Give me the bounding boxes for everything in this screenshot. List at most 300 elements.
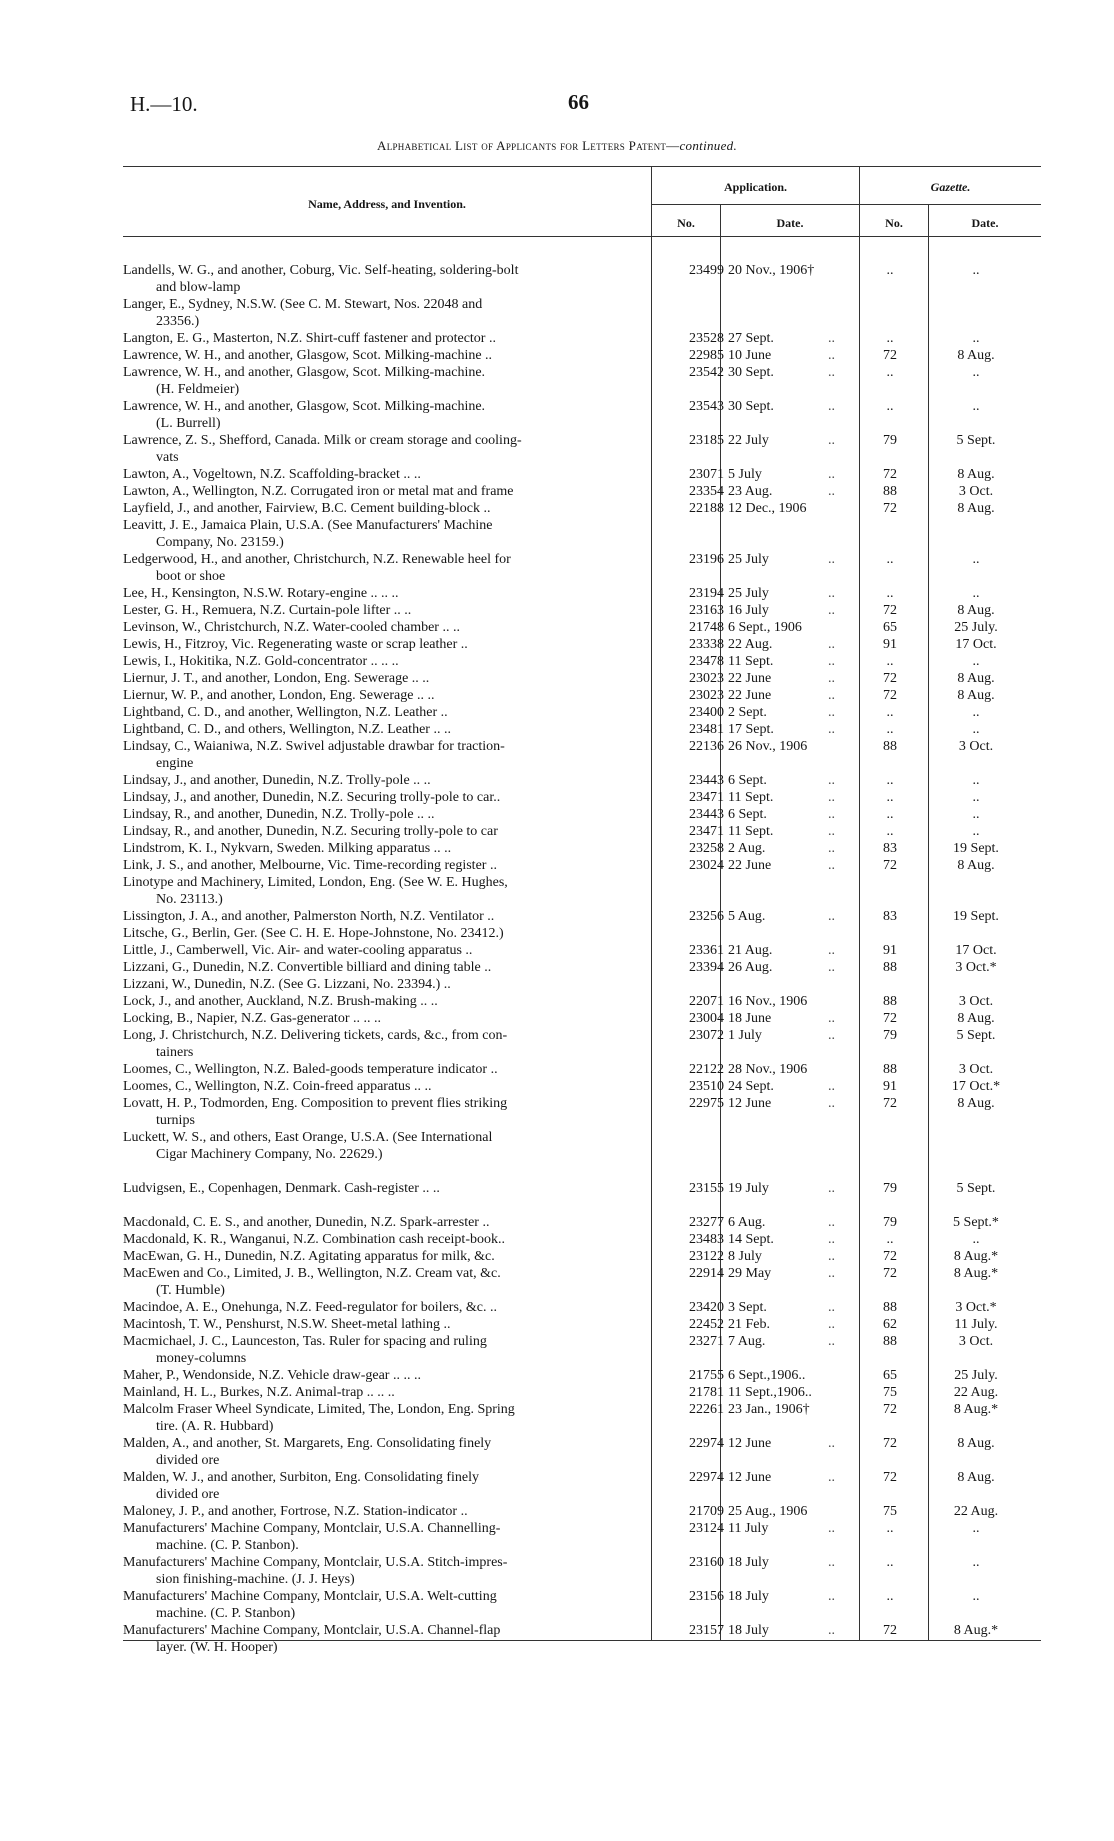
gazette-date: 17 Oct. [955, 637, 997, 652]
app-number: 21781 [689, 1385, 724, 1400]
gazette-number: 75 [883, 1504, 897, 1519]
gazette-date: 5 Sept. [956, 433, 996, 448]
app-date: 12 June [728, 1470, 772, 1485]
app-date: 19 July [728, 1181, 769, 1196]
app-date: 22 July [728, 433, 769, 448]
gazette-number: 88 [883, 739, 897, 754]
app-number: 23256 [689, 909, 724, 924]
row-name-line: and blow-lamp [156, 280, 241, 295]
gazette-number: 72 [883, 1436, 897, 1451]
row-name [123, 687, 633, 704]
gazette-date: 19 Sept. [953, 841, 999, 856]
row-name [123, 466, 633, 483]
row-name-line: Manufacturers' Machine Company, Montclair, U.S.A. Stitch-impres- [123, 1555, 508, 1570]
app-leader: .. [828, 1589, 835, 1604]
gazette-number: 72 [883, 671, 897, 686]
app-number: 23157 [689, 1623, 724, 1638]
row-name-line: money-columns [156, 1351, 247, 1366]
app-date: 6 Sept., 1906 [728, 620, 802, 635]
row-name-line: (T. Humble) [156, 1283, 225, 1298]
row-name [123, 1316, 633, 1333]
app-number: 22974 [689, 1436, 724, 1451]
app-number: 23155 [689, 1181, 724, 1196]
app-date: 18 June [728, 1011, 772, 1026]
row-name-line: Langton, E. G., Masterton, N.Z. Shirt-cuff fastener and protector .. [123, 331, 496, 346]
app-date: 22 Aug. [728, 637, 773, 652]
gazette-number: 72 [883, 1266, 897, 1281]
gazette-date: 5 Sept. [956, 1028, 996, 1043]
table-caption [0, 138, 1114, 154]
gazette-date: 8 Aug. [957, 501, 995, 516]
row-name [123, 636, 633, 653]
row-name-line: Macdonald, C. E. S., and another, Dunedin, N.Z. Spark-arrester .. [123, 1215, 490, 1230]
row-name [123, 585, 633, 602]
row-name-line: Lissington, J. A., and another, Palmerston North, N.Z. Ventilator .. [123, 909, 495, 924]
row-name-line: Landells, W. G., and another, Coburg, Vic. Self-heating, soldering-bolt [123, 263, 519, 278]
header-app-no: No. [677, 216, 695, 230]
gazette-number: 72 [883, 1623, 897, 1638]
row-name-line: Long, J. Christchurch, N.Z. Delivering tickets, cards, &c., from con- [123, 1028, 508, 1043]
row-name-line: machine. (C. P. Stanbon) [156, 1606, 296, 1621]
app-leader: .. [828, 960, 835, 975]
header-gaz-date: Date. [971, 216, 999, 230]
gazette-number: 65 [883, 620, 897, 635]
app-date: 16 Nov., 1906 [728, 994, 808, 1009]
row-name [123, 1010, 633, 1027]
row-name [123, 517, 633, 551]
row-name-line: Manufacturers' Machine Company, Montclair, U.S.A. Channelling- [123, 1521, 501, 1536]
app-date: 11 Sept. [728, 654, 774, 669]
row-name-line: Liernur, W. P., and another, London, Eng. Sewerage .. .. [123, 688, 435, 703]
gazette-date: .. [972, 773, 980, 788]
row-name [123, 1435, 633, 1469]
gazette-number: .. [886, 1521, 894, 1536]
app-date: 11 Sept. [728, 790, 774, 805]
row-name [123, 1333, 633, 1367]
gazette-date: 8 Aug.* [953, 1623, 999, 1638]
gazette-date: 8 Aug.* [953, 1266, 999, 1281]
row-name [123, 1061, 633, 1078]
app-leader: .. [828, 1334, 835, 1349]
header-gazette-label: Gazette. [930, 180, 971, 194]
row-name-line: (L. Burrell) [156, 416, 221, 431]
row-name-line: Langer, E., Sydney, N.S.W. (See C. M. Stewart, Nos. 22048 and [123, 297, 483, 312]
app-number: 23420 [689, 1300, 724, 1315]
caption-cont: continued. [679, 138, 737, 153]
row-name-line: MacEwan, G. H., Dunedin, N.Z. Agitating apparatus for milk, &c. [123, 1249, 495, 1264]
app-date: 8 July [728, 1249, 762, 1264]
row-name-line: Macmichael, J. C., Launceston, Tas. Ruler for spacing and ruling [123, 1334, 487, 1349]
row-name-line: Ledgerwood, H., and another, Christchurch, N.Z. Renewable heel for [123, 552, 511, 567]
row-name-line: Linotype and Machinery, Limited, London, Eng. (See W. E. Hughes, [123, 875, 508, 890]
app-date: 22 June [728, 858, 772, 873]
app-date: 11 Sept. [728, 824, 774, 839]
gazette-date: .. [972, 1232, 980, 1247]
app-number: 23122 [689, 1249, 724, 1264]
app-number: 22975 [689, 1096, 724, 1111]
app-date: 17 Sept. [728, 722, 774, 737]
row-name-line: Locking, B., Napier, N.Z. Gas-generator .. .. .. [123, 1011, 381, 1026]
row-name-line: layer. (W. H. Hooper) [156, 1640, 278, 1655]
app-number: 23024 [689, 858, 724, 873]
header-application: Application. [723, 180, 787, 194]
app-leader: .. [828, 399, 835, 414]
row-name [123, 1469, 633, 1503]
row-name-line: (H. Feldmeier) [156, 382, 240, 397]
gazette-date: .. [972, 705, 980, 720]
gazette-date: 22 Aug. [953, 1504, 999, 1519]
gazette-date: 8 Aug. [957, 1436, 995, 1451]
row-name [123, 1367, 633, 1384]
app-leader: .. [828, 1436, 835, 1451]
app-number: 23004 [689, 1011, 724, 1026]
app-leader: .. [828, 1011, 835, 1026]
table-top-rule [123, 166, 1041, 167]
app-date: 22 June [728, 671, 772, 686]
row-name-line: Lewis, I., Hokitika, N.Z. Gold-concentrator .. .. .. [123, 654, 399, 669]
app-leader: .. [828, 824, 835, 839]
app-number: 22914 [689, 1266, 724, 1281]
gazette-date: 8 Aug. [957, 1470, 995, 1485]
row-name [123, 330, 633, 347]
app-leader: .. [828, 705, 835, 720]
app-leader: .. [828, 790, 835, 805]
gazette-date: 8 Aug. [957, 688, 995, 703]
row-name [123, 857, 633, 874]
app-date: 14 Sept. [728, 1232, 774, 1247]
caption-main: Alphabetical List of Applicants for Letters Patent— [377, 138, 680, 153]
gazette-date: 8 Aug. [957, 603, 995, 618]
gazette-number: 72 [883, 1249, 897, 1264]
gazette-number: .. [886, 586, 894, 601]
row-name-line: tainers [156, 1045, 194, 1060]
row-name-line: Loomes, C., Wellington, N.Z. Baled-goods temperature indicator .. [123, 1062, 498, 1077]
row-name-line: Lightband, C. D., and another, Wellington, N.Z. Leather .. [123, 705, 448, 720]
gazette-number: 72 [883, 858, 897, 873]
app-leader: .. [828, 1317, 835, 1332]
app-leader: .. [828, 1521, 835, 1536]
app-leader: .. [828, 365, 835, 380]
app-date: 18 July [728, 1555, 769, 1570]
row-name-line: Macintosh, T. W., Penshurst, N.S.W. Sheet-metal lathing .. [123, 1317, 451, 1332]
row-name-line: Link, J. S., and another, Melbourne, Vic. Time-recording register .. [123, 858, 497, 873]
gazette-number: .. [886, 722, 894, 737]
row-name [123, 398, 633, 432]
app-number: 23072 [689, 1028, 724, 1043]
row-name [123, 551, 633, 585]
gazette-number: 91 [883, 943, 897, 958]
gazette-date: .. [972, 365, 980, 380]
gazette-date: 5 Sept. [956, 1181, 996, 1196]
gazette-number: 79 [883, 1028, 897, 1043]
gazette-date: .. [972, 263, 980, 278]
gazette-number: 72 [883, 348, 897, 363]
app-leader: .. [828, 1266, 835, 1281]
row-name [123, 1622, 633, 1656]
app-date: 12 Dec., 1906 [728, 501, 807, 516]
app-number: 23478 [689, 654, 724, 669]
app-number: 23510 [689, 1079, 724, 1094]
row-name-line: machine. (C. P. Stanbon). [156, 1538, 299, 1553]
gazette-date: .. [972, 807, 980, 822]
gazette-number: 79 [883, 1181, 897, 1196]
row-name [123, 483, 633, 500]
app-leader: .. [828, 586, 835, 601]
app-date: 12 June [728, 1436, 772, 1451]
app-leader: .. [828, 943, 835, 958]
app-leader: .. [828, 603, 835, 618]
app-date: 26 Aug. [728, 960, 773, 975]
row-name [123, 1265, 633, 1299]
row-name [123, 670, 633, 687]
row-name [123, 789, 633, 806]
row-name-line: Lindsay, R., and another, Dunedin, N.Z. Trolly-pole .. .. [123, 807, 435, 822]
gazette-date: 3 Oct.* [955, 960, 997, 975]
gazette-date: .. [972, 586, 980, 601]
row-name-line: 23356.) [156, 314, 200, 329]
row-name-line: Maher, P., Wendonside, N.Z. Vehicle draw-gear .. .. .. [123, 1368, 421, 1383]
gazette-date: 25 July. [954, 1368, 998, 1383]
gazette-number: .. [886, 705, 894, 720]
app-number: 22188 [689, 501, 724, 516]
app-date: 23 Aug. [728, 484, 773, 499]
row-name-line: Lee, H., Kensington, N.S.W. Rotary-engine .. .. .. [123, 586, 399, 601]
row-name-line: Company, No. 23159.) [156, 535, 284, 550]
row-name [123, 1384, 633, 1401]
header-gaz-no: No. [885, 216, 903, 230]
row-name-line: Lindstrom, K. I., Nykvarn, Sweden. Milking apparatus .. .. [123, 841, 452, 856]
app-leader: .. [828, 1300, 835, 1315]
row-name-line: Lizzani, W., Dunedin, N.Z. (See G. Lizzani, No. 23394.) .. [123, 977, 451, 992]
header-bottom-rule [123, 236, 1041, 237]
app-number: 23499 [689, 263, 724, 278]
row-name [123, 959, 633, 976]
gazette-number: 75 [883, 1385, 897, 1400]
page-number: 66 [568, 90, 589, 114]
gazette-date: .. [972, 1521, 980, 1536]
gazette-date: 5 Sept.* [953, 1215, 999, 1230]
row-name-line: Malden, A., and another, St. Margarets, Eng. Consolidating finely [123, 1436, 492, 1451]
row-name [123, 364, 633, 398]
row-name-line: Luckett, W. S., and others, East Orange, U.S.A. (See International [123, 1130, 493, 1145]
gazette-date: 3 Oct.* [955, 1300, 997, 1315]
app-leader: .. [828, 1470, 835, 1485]
app-date: 12 June [728, 1096, 772, 1111]
app-leader: .. [828, 467, 835, 482]
row-name-line: Lindsay, C., Waianiwa, N.Z. Swivel adjustable drawbar for traction- [123, 739, 505, 754]
row-name [123, 1027, 633, 1061]
gazette-date: .. [972, 1555, 980, 1570]
app-number: 22452 [689, 1317, 724, 1332]
row-name-line: Lawrence, W. H., and another, Glasgow, Scot. Milking-machine. [123, 365, 486, 380]
gazette-number: 72 [883, 688, 897, 703]
app-date: 10 June [728, 348, 772, 363]
app-number: 23258 [689, 841, 724, 856]
app-number: 23483 [689, 1232, 724, 1247]
row-name [123, 296, 633, 330]
row-name [123, 432, 633, 466]
row-name [123, 1078, 633, 1095]
row-name [123, 1299, 633, 1316]
row-name [123, 874, 633, 908]
app-date: 6 Sept. [728, 773, 767, 788]
app-leader: .. [828, 807, 835, 822]
gazette-number: 72 [883, 1011, 897, 1026]
app-leader: .. [828, 433, 835, 448]
row-name-line: turnips [156, 1113, 195, 1128]
app-number: 23471 [689, 824, 724, 839]
row-name-line: sion finishing-machine. (J. J. Heys) [156, 1572, 355, 1587]
row-name-line: Lock, J., and another, Auckland, N.Z. Brush-making .. .. [123, 994, 438, 1009]
app-number: 23277 [689, 1215, 724, 1230]
gazette-date: .. [972, 331, 980, 346]
gazette-date: 17 Oct. [955, 943, 997, 958]
app-date: 3 Sept. [728, 1300, 767, 1315]
gazette-number: 72 [883, 1096, 897, 1111]
row-name-line: engine [156, 756, 194, 771]
row-name-line: Layfield, J., and another, Fairview, B.C. Cement building-block .. [123, 501, 491, 516]
row-name-line: Lightband, C. D., and others, Wellington, N.Z. Leather .. .. [123, 722, 451, 737]
app-number: 23185 [689, 433, 724, 448]
gazette-number: 79 [883, 1215, 897, 1230]
row-name-line: Manufacturers' Machine Company, Montclair, U.S.A. Welt-cutting [123, 1589, 497, 1604]
row-name-line: Lindsay, J., and another, Dunedin, N.Z. Securing trolly-pole to car.. [123, 790, 501, 805]
row-name-line: Leavitt, J. E., Jamaica Plain, U.S.A. (See Manufacturers' Machine [123, 518, 493, 533]
row-name [123, 1503, 633, 1520]
app-leader: .. [828, 1249, 835, 1264]
gazette-number: .. [886, 1232, 894, 1247]
row-name [123, 1095, 633, 1129]
gazette-date: 8 Aug. [957, 671, 995, 686]
app-number: 23543 [689, 399, 724, 414]
row-name-line: Ludvigsen, E., Copenhagen, Denmark. Cash-register .. .. [123, 1181, 440, 1196]
row-name-line: Lester, G. H., Remuera, N.Z. Curtain-pole lifter .. .. [123, 603, 412, 618]
gazette-number: 72 [883, 501, 897, 516]
app-number: 23528 [689, 331, 724, 346]
gazette-number: .. [886, 824, 894, 839]
app-leader: .. [828, 841, 835, 856]
gazette-number: .. [886, 790, 894, 805]
row-name [123, 1129, 633, 1163]
row-name [123, 993, 633, 1010]
app-date: 21 Aug. [728, 943, 773, 958]
gazette-number: .. [886, 654, 894, 669]
app-date: 25 July [728, 552, 769, 567]
app-leader: .. [828, 909, 835, 924]
app-leader: .. [828, 331, 835, 346]
gazette-date: .. [972, 1589, 980, 1604]
row-name-line: tire. (A. R. Hubbard) [156, 1419, 274, 1434]
row-name-line: vats [156, 450, 179, 465]
header-name: Name, Address, and Invention. [308, 197, 466, 211]
app-date: 1 July [728, 1028, 762, 1043]
gazette-number: 88 [883, 484, 897, 499]
row-name [123, 262, 633, 296]
row-name-line: Lawrence, W. H., and another, Glasgow, Scot. Milking-machine .. [123, 348, 493, 363]
row-name-line: Macindoe, A. E., Onehunga, N.Z. Feed-regulator for boilers, &c. .. [123, 1300, 498, 1315]
gazette-date: .. [972, 824, 980, 839]
gazette-number: 91 [883, 1079, 897, 1094]
app-number: 23071 [689, 467, 724, 482]
app-leader: .. [828, 1555, 835, 1570]
row-name [123, 1180, 633, 1197]
app-leader: .. [828, 654, 835, 669]
app-number: 23394 [689, 960, 724, 975]
row-name-line: Lawton, A., Wellington, N.Z. Corrugated iron or metal mat and frame [123, 484, 514, 499]
row-name-line: Lindsay, J., and another, Dunedin, N.Z. Trolly-pole .. .. [123, 773, 431, 788]
app-number: 23023 [689, 671, 724, 686]
gazette-date: 22 Aug. [953, 1385, 999, 1400]
row-name-line: boot or shoe [156, 569, 226, 584]
gazette-date: 3 Oct. [958, 484, 994, 499]
app-date: 21 Feb. [728, 1317, 770, 1332]
app-date: 27 Sept. [728, 331, 774, 346]
gazette-number: 83 [883, 909, 897, 924]
gazette-number: 88 [883, 960, 897, 975]
row-name-line: Lindsay, R., and another, Dunedin, N.Z. Securing trolly-pole to car [123, 824, 498, 839]
col-divider-gaz [928, 204, 929, 1640]
app-leader: .. [828, 858, 835, 873]
gazette-date: .. [972, 552, 980, 567]
app-number: 23338 [689, 637, 724, 652]
app-number: 22261 [689, 1402, 724, 1417]
app-leader: .. [828, 552, 835, 567]
app-leader: .. [828, 1181, 835, 1196]
row-name-line: No. 23113.) [156, 892, 223, 907]
app-date: 7 Aug. [728, 1334, 766, 1349]
app-date: 2 Aug. [728, 841, 766, 856]
app-leader: .. [828, 1028, 835, 1043]
row-name [123, 1248, 633, 1265]
gazette-date: 8 Aug. [957, 1011, 995, 1026]
app-leader: .. [828, 688, 835, 703]
row-name [123, 704, 633, 721]
app-date: 6 Sept.,1906.. [728, 1368, 806, 1383]
row-name [123, 653, 633, 670]
row-name-line: Lawrence, Z. S., Shefford, Canada. Milk or cream storage and cooling- [123, 433, 522, 448]
row-name [123, 840, 633, 857]
gazette-number: .. [886, 263, 894, 278]
gazette-number: 79 [883, 433, 897, 448]
app-number: 22974 [689, 1470, 724, 1485]
app-date: 6 Aug. [728, 1215, 766, 1230]
row-name [123, 1231, 633, 1248]
gazette-number: .. [886, 331, 894, 346]
app-date: 5 Aug. [728, 909, 766, 924]
row-name-line: Liernur, J. T., and another, London, Eng. Sewerage .. .. [123, 671, 430, 686]
gazette-date: .. [972, 399, 980, 414]
row-name [123, 602, 633, 619]
app-date: 2 Sept. [728, 705, 767, 720]
row-name-line: Lewis, H., Fitzroy, Vic. Regenerating waste or scrap leather .. [123, 637, 468, 652]
app-number: 23160 [689, 1555, 724, 1570]
row-name [123, 1401, 633, 1435]
gazette-number: .. [886, 807, 894, 822]
col-divider-name [651, 166, 652, 1640]
gazette-number: 72 [883, 603, 897, 618]
app-date: 26 Nov., 1906 [728, 739, 808, 754]
gazette-number: 62 [883, 1317, 897, 1332]
gazette-date: 11 July. [954, 1317, 998, 1332]
app-number: 23443 [689, 807, 724, 822]
app-date: 22 June [728, 688, 772, 703]
app-leader: .. [828, 348, 835, 363]
row-name-line: Levinson, W., Christchurch, N.Z. Water-cooled chamber .. .. [123, 620, 460, 635]
gazette-number: 88 [883, 994, 897, 1009]
app-date: 28 Nov., 1906 [728, 1062, 808, 1077]
row-name-line: divided ore [156, 1453, 220, 1468]
app-number: 23443 [689, 773, 724, 788]
